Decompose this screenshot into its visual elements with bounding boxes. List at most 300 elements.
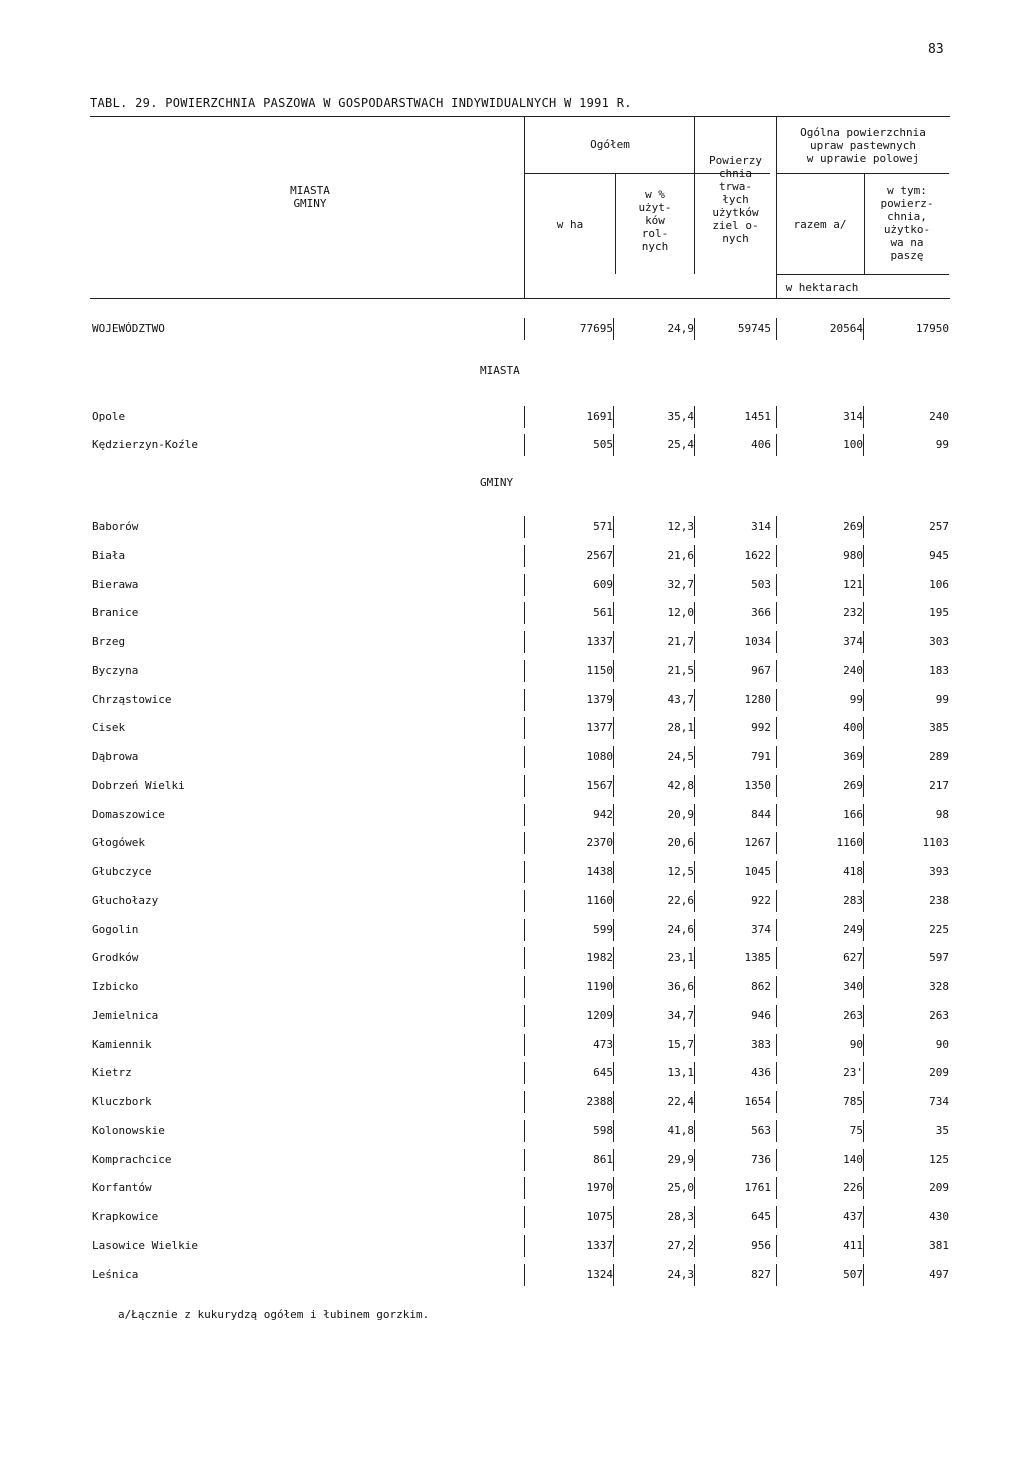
cell-divider <box>776 947 777 969</box>
row-name: WOJEWÓDZTWO <box>92 322 165 335</box>
cell-divider <box>694 890 695 912</box>
cell-col-5: 385 <box>929 721 949 734</box>
cell-col-4: 100 <box>843 438 863 451</box>
row-name: Domaszowice <box>92 808 165 821</box>
cell-divider <box>613 746 614 768</box>
header-top-rule <box>90 116 950 117</box>
cell-divider <box>613 1264 614 1286</box>
cell-col-1: 645 <box>593 1066 613 1079</box>
w-ha-header: w ha <box>556 218 584 231</box>
cell-col-2: 21,5 <box>667 664 694 677</box>
row-name: Lasowice Wielkie <box>92 1239 198 1252</box>
cell-col-5: 195 <box>929 606 949 619</box>
row-name: Kamiennik <box>92 1038 152 1051</box>
cell-divider <box>694 660 695 682</box>
cell-divider <box>613 602 614 624</box>
cell-divider <box>776 434 777 456</box>
cell-col-1: 1150 <box>586 664 613 677</box>
cell-col-4: 121 <box>843 578 863 591</box>
cell-divider <box>694 1005 695 1027</box>
cell-col-2: 34,7 <box>667 1009 694 1022</box>
cell-col-4: 20564 <box>829 322 863 335</box>
cell-col-1: 1379 <box>586 693 613 706</box>
cell-col-5: 17950 <box>915 322 949 335</box>
cell-col-4: 400 <box>843 721 863 734</box>
cell-divider <box>694 861 695 883</box>
cell-col-4: 418 <box>843 865 863 878</box>
cell-col-4: 263 <box>843 1009 863 1022</box>
cell-divider <box>524 1062 525 1084</box>
cell-col-1: 1209 <box>586 1009 613 1022</box>
cell-col-2: 28,1 <box>667 721 694 734</box>
table-row <box>0 606 1024 626</box>
cell-divider <box>694 689 695 711</box>
cell-col-2: 20,9 <box>667 808 694 821</box>
cell-col-3: 956 <box>751 1239 771 1252</box>
cell-divider <box>524 947 525 969</box>
cell-divider <box>776 1062 777 1084</box>
row-name: Komprachcice <box>92 1153 172 1166</box>
cell-col-4: 507 <box>843 1268 863 1281</box>
cell-col-4: 314 <box>843 410 863 423</box>
cell-divider <box>776 1120 777 1142</box>
cell-divider <box>863 689 864 711</box>
cell-divider <box>776 1005 777 1027</box>
cell-divider <box>694 545 695 567</box>
cell-col-5: 217 <box>929 779 949 792</box>
cell-divider <box>863 1120 864 1142</box>
cell-divider <box>694 804 695 826</box>
cell-divider <box>776 689 777 711</box>
cell-col-5: 430 <box>929 1210 949 1223</box>
cell-divider <box>694 1149 695 1171</box>
cell-col-5: 99 <box>935 438 949 451</box>
cell-divider <box>863 1206 864 1228</box>
cell-divider <box>524 1149 525 1171</box>
cell-divider <box>694 832 695 854</box>
cell-col-1: 1337 <box>586 1239 613 1252</box>
cell-col-3: 645 <box>751 1210 771 1223</box>
cell-divider <box>613 318 614 340</box>
table-row <box>0 923 1024 943</box>
cell-col-2: 12,3 <box>667 520 694 533</box>
cell-col-1: 609 <box>593 578 613 591</box>
cell-divider <box>776 832 777 854</box>
header-bottom-rule <box>90 298 950 299</box>
cell-col-4: 785 <box>843 1095 863 1108</box>
cell-divider <box>694 775 695 797</box>
cell-col-1: 1567 <box>586 779 613 792</box>
cell-divider <box>613 689 614 711</box>
cell-divider <box>694 318 695 340</box>
cell-col-2: 24,9 <box>667 322 694 335</box>
cell-col-3: 922 <box>751 894 771 907</box>
cell-col-4: 249 <box>843 923 863 936</box>
cell-col-2: 27,2 <box>667 1239 694 1252</box>
table-row <box>0 1066 1024 1086</box>
row-name: Kluczbork <box>92 1095 152 1108</box>
cell-col-5: 945 <box>929 549 949 562</box>
cell-divider <box>694 434 695 456</box>
table-row <box>0 438 1024 458</box>
cell-divider <box>863 545 864 567</box>
cell-divider <box>694 1062 695 1084</box>
table-row <box>0 836 1024 856</box>
cell-col-1: 1190 <box>586 980 613 993</box>
cell-divider <box>694 947 695 969</box>
cell-col-5: 597 <box>929 951 949 964</box>
table-row <box>0 865 1024 885</box>
cell-divider <box>863 1034 864 1056</box>
cell-divider <box>863 1264 864 1286</box>
cell-col-4: 75 <box>849 1124 863 1137</box>
cell-divider <box>776 1264 777 1286</box>
cell-divider <box>694 516 695 538</box>
row-name: Bierawa <box>92 578 139 591</box>
row-name: Korfantów <box>92 1181 152 1194</box>
table-row <box>0 578 1024 598</box>
cell-col-4: 140 <box>843 1153 863 1166</box>
cell-col-4: 90 <box>849 1038 863 1051</box>
cell-divider <box>524 1206 525 1228</box>
row-name: Biała <box>92 549 126 562</box>
cell-col-1: 77695 <box>579 322 613 335</box>
row-name: Branice <box>92 606 139 619</box>
cell-col-5: 99 <box>935 693 949 706</box>
cell-divider <box>524 434 525 456</box>
cell-divider <box>694 602 695 624</box>
cell-col-4: 166 <box>843 808 863 821</box>
cell-col-1: 1160 <box>586 894 613 907</box>
cell-col-2: 35,4 <box>667 410 694 423</box>
section-label: GMINY <box>480 476 514 489</box>
cell-divider <box>863 832 864 854</box>
cell-divider <box>524 631 525 653</box>
cell-divider <box>776 318 777 340</box>
cell-divider <box>613 775 614 797</box>
cell-divider <box>863 602 864 624</box>
cell-divider <box>524 832 525 854</box>
cell-col-4: 232 <box>843 606 863 619</box>
cell-col-1: 1970 <box>586 1181 613 1194</box>
cell-col-1: 598 <box>593 1124 613 1137</box>
row-name: Jemielnica <box>92 1009 159 1022</box>
cell-col-5: 263 <box>929 1009 949 1022</box>
cell-divider <box>694 1177 695 1199</box>
cell-divider <box>524 660 525 682</box>
cell-col-3: 563 <box>751 1124 771 1137</box>
table-row <box>0 951 1024 971</box>
cell-divider <box>524 861 525 883</box>
cell-divider <box>863 717 864 739</box>
cell-col-1: 1377 <box>586 721 613 734</box>
row-name: Baborów <box>92 520 139 533</box>
row-name: Gogolin <box>92 923 139 936</box>
cell-col-3: 314 <box>751 520 771 533</box>
cell-divider <box>694 919 695 941</box>
cell-divider <box>524 1034 525 1056</box>
row-name: Byczyna <box>92 664 139 677</box>
cell-divider <box>863 574 864 596</box>
cell-divider <box>863 861 864 883</box>
cell-col-3: 992 <box>751 721 771 734</box>
row-name: Brzeg <box>92 635 126 648</box>
cell-divider <box>524 919 525 941</box>
table-row <box>0 1038 1024 1058</box>
cell-col-1: 1438 <box>586 865 613 878</box>
table-row <box>0 1153 1024 1173</box>
cell-divider <box>613 947 614 969</box>
cell-divider <box>613 1149 614 1171</box>
cell-col-5: 289 <box>929 750 949 763</box>
cell-col-1: 505 <box>593 438 613 451</box>
cell-divider <box>694 1206 695 1228</box>
row-name: Dobrzeń Wielki <box>92 779 185 792</box>
cell-col-4: 340 <box>843 980 863 993</box>
cell-divider <box>863 976 864 998</box>
cell-divider <box>694 1034 695 1056</box>
cell-col-2: 21,7 <box>667 635 694 648</box>
cell-col-2: 43,7 <box>667 693 694 706</box>
cell-divider <box>863 434 864 456</box>
cell-col-5: 125 <box>929 1153 949 1166</box>
cell-col-1: 571 <box>593 520 613 533</box>
cell-divider <box>524 689 525 711</box>
cell-col-2: 12,5 <box>667 865 694 878</box>
cell-divider <box>863 660 864 682</box>
cell-divider <box>776 804 777 826</box>
row-name: Opole <box>92 410 126 423</box>
cell-col-3: 1350 <box>744 779 771 792</box>
cell-divider <box>863 1062 864 1084</box>
table-row <box>0 808 1024 828</box>
cell-col-4: 269 <box>843 779 863 792</box>
cell-col-4: 283 <box>843 894 863 907</box>
cell-divider <box>524 1091 525 1113</box>
cell-divider <box>613 861 614 883</box>
cell-divider <box>613 1235 614 1257</box>
cell-col-4: 23' <box>843 1066 863 1079</box>
row-name: Głogówek <box>92 836 145 849</box>
cell-divider <box>863 746 864 768</box>
cell-col-1: 1691 <box>586 410 613 423</box>
table-row <box>0 1124 1024 1144</box>
cell-col-2: 24,5 <box>667 750 694 763</box>
cell-col-5: 1103 <box>922 836 949 849</box>
cell-col-5: 497 <box>929 1268 949 1281</box>
cell-divider <box>863 919 864 941</box>
cell-col-5: 106 <box>929 578 949 591</box>
cell-divider <box>776 976 777 998</box>
row-name: Kędzierzyn-Koźle <box>92 438 198 451</box>
table-row <box>0 1239 1024 1259</box>
cell-divider <box>524 1264 525 1286</box>
cell-divider <box>524 574 525 596</box>
cell-col-1: 942 <box>593 808 613 821</box>
cell-divider <box>863 1149 864 1171</box>
cell-col-2: 13,1 <box>667 1066 694 1079</box>
cell-col-1: 861 <box>593 1153 613 1166</box>
cell-col-1: 599 <box>593 923 613 936</box>
cell-col-2: 22,6 <box>667 894 694 907</box>
cell-divider <box>863 1091 864 1113</box>
cell-col-3: 1385 <box>744 951 771 964</box>
cell-col-3: 436 <box>751 1066 771 1079</box>
cell-col-3: 1451 <box>744 410 771 423</box>
cell-col-5: 90 <box>935 1038 949 1051</box>
table-row <box>0 520 1024 540</box>
page-number: 83 <box>928 42 944 57</box>
cell-col-4: 980 <box>843 549 863 562</box>
row-name: Grodków <box>92 951 139 964</box>
cell-divider <box>524 1120 525 1142</box>
cell-col-2: 23,1 <box>667 951 694 964</box>
cell-divider <box>863 947 864 969</box>
cell-divider <box>524 1005 525 1027</box>
table-row <box>0 721 1024 741</box>
cell-divider <box>613 516 614 538</box>
cell-divider <box>776 1235 777 1257</box>
table-title: TABL. 29. POWIERZCHNIA PASZOWA W GOSPODARSTWACH INDYWIDUALNYCH W 1991 R. <box>90 96 632 110</box>
cell-divider <box>694 1120 695 1142</box>
cell-col-1: 1337 <box>586 635 613 648</box>
cell-col-4: 99 <box>849 693 863 706</box>
cell-divider <box>613 804 614 826</box>
ogolem-header: Ogółem <box>590 138 630 151</box>
cell-divider <box>776 660 777 682</box>
cell-col-3: 366 <box>751 606 771 619</box>
cell-col-2: 12,0 <box>667 606 694 619</box>
cell-col-1: 2567 <box>586 549 613 562</box>
cell-divider <box>524 1177 525 1199</box>
table-row <box>0 1095 1024 1115</box>
cell-divider <box>776 1149 777 1171</box>
table-row <box>0 1268 1024 1288</box>
table-row <box>0 1210 1024 1230</box>
cell-col-4: 627 <box>843 951 863 964</box>
section-label: MIASTA <box>480 364 520 377</box>
cell-divider <box>613 1034 614 1056</box>
cell-divider <box>613 890 614 912</box>
w-tym-header: w tym: powierz- chnia, użytko- wa na paszę <box>880 184 934 262</box>
cell-col-3: 827 <box>751 1268 771 1281</box>
cell-divider <box>613 1120 614 1142</box>
cell-col-2: 24,3 <box>667 1268 694 1281</box>
cell-col-3: 946 <box>751 1009 771 1022</box>
cell-col-1: 1075 <box>586 1210 613 1223</box>
cell-divider <box>524 976 525 998</box>
cell-col-2: 41,8 <box>667 1124 694 1137</box>
cell-col-2: 32,7 <box>667 578 694 591</box>
cell-divider <box>694 574 695 596</box>
cell-col-1: 473 <box>593 1038 613 1051</box>
cell-col-3: 736 <box>751 1153 771 1166</box>
cell-divider <box>776 919 777 941</box>
cell-divider <box>863 516 864 538</box>
cell-divider <box>863 890 864 912</box>
table-row <box>0 635 1024 655</box>
cell-divider <box>776 1034 777 1056</box>
cell-divider <box>863 804 864 826</box>
cell-divider <box>776 631 777 653</box>
cell-divider <box>524 890 525 912</box>
cell-divider <box>613 660 614 682</box>
cell-col-4: 226 <box>843 1181 863 1194</box>
row-name: Cisek <box>92 721 126 734</box>
cell-col-5: 209 <box>929 1181 949 1194</box>
cell-divider <box>524 545 525 567</box>
cell-divider <box>524 1235 525 1257</box>
cell-divider <box>613 574 614 596</box>
cell-divider <box>694 406 695 428</box>
cell-col-2: 42,8 <box>667 779 694 792</box>
cell-col-3: 862 <box>751 980 771 993</box>
w-proc-header: w % użyt- ków rol- nych <box>638 188 672 253</box>
table-row <box>0 322 1024 342</box>
cell-divider <box>776 1206 777 1228</box>
cell-col-2: 28,3 <box>667 1210 694 1223</box>
cell-divider <box>524 746 525 768</box>
cell-col-3: 59745 <box>737 322 771 335</box>
table-row <box>0 1181 1024 1201</box>
cell-divider <box>863 631 864 653</box>
cell-divider <box>524 717 525 739</box>
cell-col-5: 257 <box>929 520 949 533</box>
ogolna-header: Ogólna powierzchnia upraw pastewnych w uprawie polowej <box>800 126 926 165</box>
row-name: Głuchołazy <box>92 894 159 907</box>
cell-divider <box>694 976 695 998</box>
row-name: Kietrz <box>92 1066 132 1079</box>
cell-divider <box>776 861 777 883</box>
cell-col-2: 15,7 <box>667 1038 694 1051</box>
cell-col-1: 1982 <box>586 951 613 964</box>
row-name: Izbicko <box>92 980 139 993</box>
cell-col-5: 381 <box>929 1239 949 1252</box>
cell-col-3: 1654 <box>744 1095 771 1108</box>
cell-col-4: 240 <box>843 664 863 677</box>
table-row <box>0 410 1024 430</box>
row-name: Dąbrowa <box>92 750 139 763</box>
cell-col-1: 1080 <box>586 750 613 763</box>
cell-divider <box>524 318 525 340</box>
cell-col-3: 1034 <box>744 635 771 648</box>
cell-col-5: 393 <box>929 865 949 878</box>
cell-col-1: 561 <box>593 606 613 619</box>
cell-divider <box>776 775 777 797</box>
cell-col-2: 22,4 <box>667 1095 694 1108</box>
cell-divider <box>694 1264 695 1286</box>
col-divider <box>524 117 525 298</box>
cell-col-3: 406 <box>751 438 771 451</box>
cell-col-5: 328 <box>929 980 949 993</box>
cell-col-2: 24,6 <box>667 923 694 936</box>
cell-col-2: 36,6 <box>667 980 694 993</box>
cell-divider <box>613 832 614 854</box>
cell-divider <box>776 545 777 567</box>
cell-divider <box>524 516 525 538</box>
cell-col-5: 303 <box>929 635 949 648</box>
cell-col-5: 734 <box>929 1095 949 1108</box>
powierzchnia-header: Powierzy chnia trwa- łych użytków ziel o- nych <box>709 154 762 245</box>
cell-divider <box>776 1091 777 1113</box>
cell-divider <box>776 406 777 428</box>
cell-col-2: 25,0 <box>667 1181 694 1194</box>
cell-col-2: 29,9 <box>667 1153 694 1166</box>
cell-divider <box>863 406 864 428</box>
cell-divider <box>776 890 777 912</box>
table-row <box>0 1009 1024 1029</box>
cell-divider <box>863 1005 864 1027</box>
